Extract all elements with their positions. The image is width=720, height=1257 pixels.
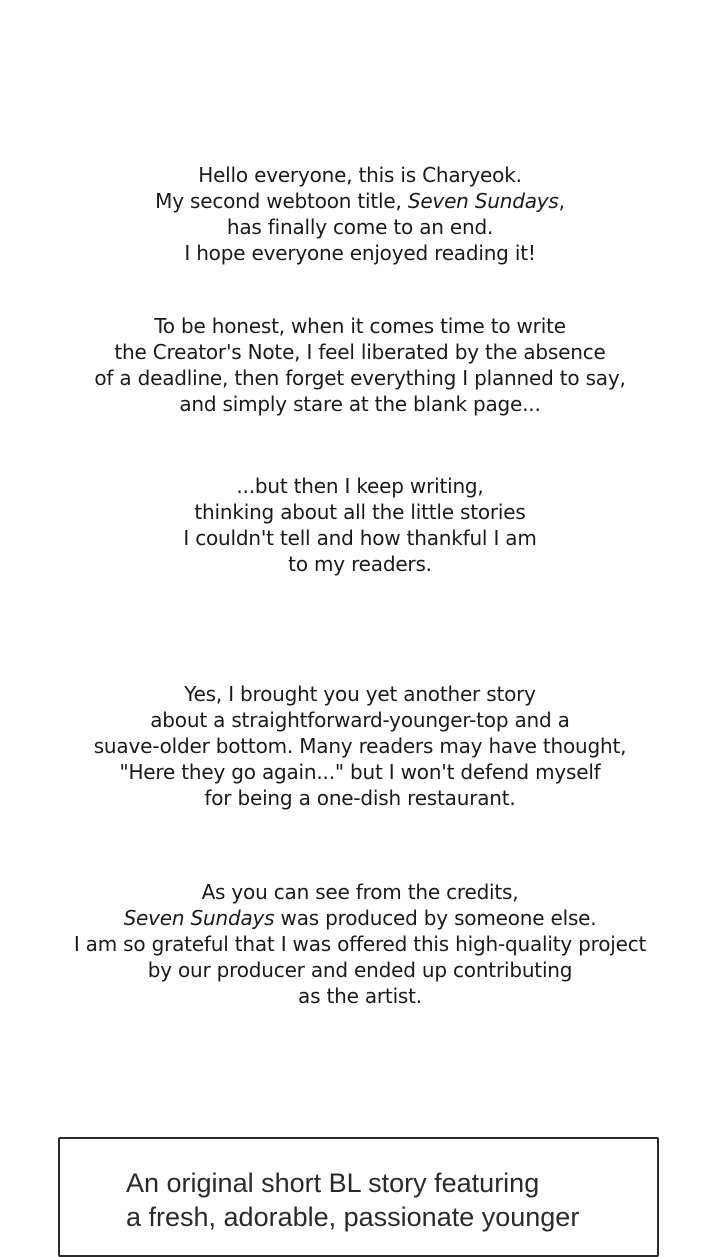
synopsis-line: An original short BL story featuring — [126, 1168, 540, 1198]
note-paragraph-honest — [0, 313, 720, 417]
synopsis-text — [126, 1166, 579, 1234]
webtoon-title: Seven Sundays — [123, 906, 275, 930]
note-line: suave-older bottom. Many readers may have thought, — [93, 734, 627, 758]
note-line: by our producer and ended up contributing — [147, 958, 573, 982]
note-line: "Here they go again..." but I won't defend myself — [119, 760, 601, 784]
note-line: and simply stare at the blank page... — [179, 392, 541, 416]
note-paragraph-thankful — [0, 473, 720, 577]
note-line: Hello everyone, this is Charyeok. — [198, 163, 522, 187]
note-line: has finally come to an end. — [226, 215, 494, 239]
note-line: To be honest, when it comes time to write — [154, 314, 566, 338]
note-paragraph-story — [0, 681, 720, 811]
note-paragraph-credits — [0, 879, 720, 1009]
note-line: Yes, I brought you yet another story — [184, 682, 536, 706]
note-line: for being a one-dish restaurant. — [204, 786, 516, 810]
note-paragraph-greeting — [0, 162, 720, 266]
note-text: , — [558, 189, 565, 213]
note-line — [0, 188, 720, 214]
note-text: My second webtoon title, — [155, 189, 408, 213]
synopsis-line: a fresh, adorable, passionate younger — [126, 1202, 580, 1232]
note-line: of a deadline, then forget everything I planned to say, — [94, 366, 626, 390]
webtoon-title: Seven Sundays — [407, 189, 559, 213]
note-line: as the artist. — [298, 984, 422, 1008]
note-line: I couldn't tell and how thankful I am — [183, 526, 537, 550]
story-synopsis-box — [58, 1137, 659, 1257]
note-line: ...but then I keep writing, — [236, 474, 484, 498]
note-line: the Creator's Note, I feel liberated by the absence — [114, 340, 606, 364]
note-line: I am so grateful that I was offered this high-quality project — [73, 932, 647, 956]
note-text: was produced by someone else. — [274, 906, 597, 930]
note-line: to my readers. — [288, 552, 432, 576]
note-line — [0, 905, 720, 931]
note-line: thinking about all the little stories — [194, 500, 526, 524]
note-line: As you can see from the credits, — [201, 880, 519, 904]
note-line: I hope everyone enjoyed reading it! — [184, 241, 536, 265]
note-line: about a straightforward-younger-top and a — [150, 708, 570, 732]
